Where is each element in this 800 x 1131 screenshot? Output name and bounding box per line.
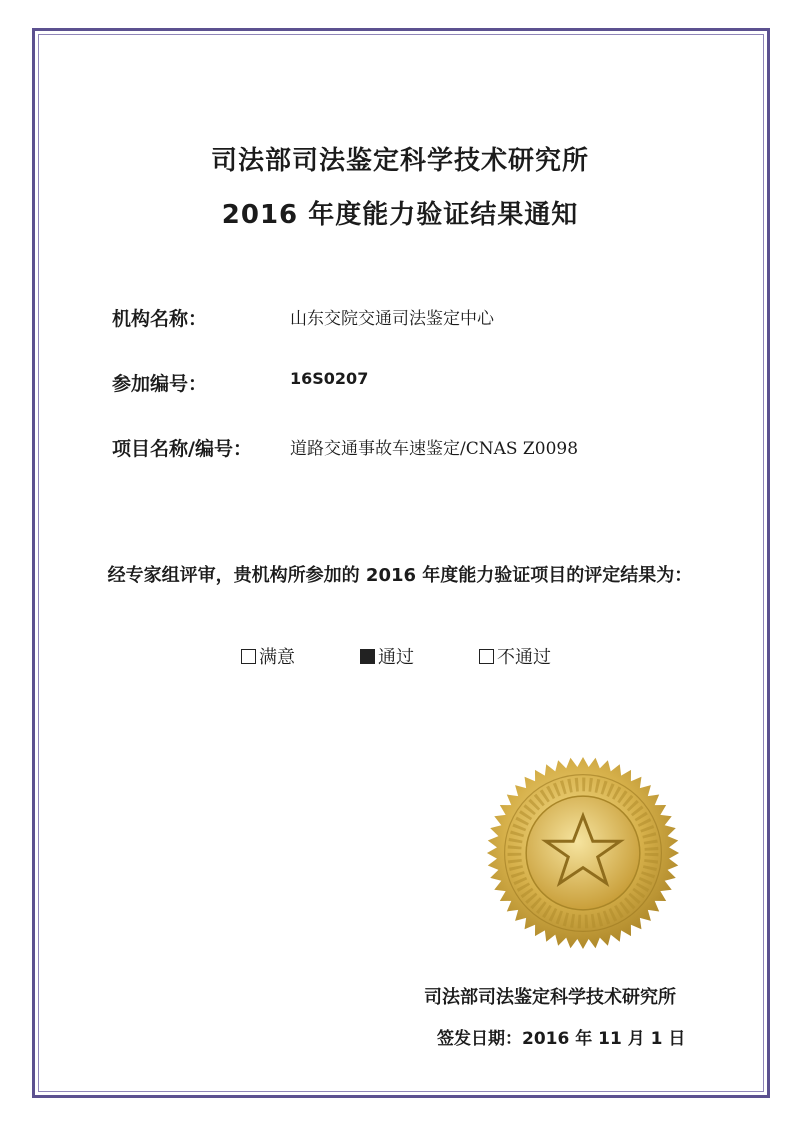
option-pass-checkbox: [360, 649, 375, 664]
result-options: [0, 643, 800, 671]
option-pass: [360, 643, 414, 669]
participant-number-label: 参加编号：: [112, 373, 208, 395]
certificate-title: 2016 年度能力验证结果通知: [221, 200, 579, 230]
issue-date-label: 签发日期：: [437, 1029, 522, 1049]
issue-date-value: 2016 年 11 月 1 日: [522, 1029, 686, 1049]
option-pass-label: 通过: [378, 647, 414, 668]
project-value: 道路交通事故车速鉴定/CNAS Z0098: [290, 439, 579, 459]
project-label: 项目名称/编号：: [112, 438, 252, 460]
option-satisfactory-checkbox: [241, 649, 256, 664]
institution-label: 机构名称：: [112, 308, 208, 330]
evaluation-statement: 经专家组评审，贵机构所参加的 2016 年度能力验证项目的评定结果为：: [107, 565, 693, 586]
issuer-title: 司法部司法鉴定科学技术研究所: [210, 146, 589, 176]
option-fail-label: 不通过: [497, 647, 551, 668]
issue-date: [437, 1024, 685, 1049]
option-fail: [479, 643, 551, 669]
gold-seal-icon: [485, 755, 681, 951]
option-fail-checkbox: [479, 649, 494, 664]
option-satisfactory-label: 满意: [259, 647, 295, 668]
participant-number-value: 16S0207: [290, 369, 369, 388]
institution-value: 山东交院交通司法鉴定中心: [290, 309, 494, 329]
option-satisfactory: [241, 643, 295, 669]
issuer-signature: 司法部司法鉴定科学技术研究所: [424, 987, 676, 1008]
